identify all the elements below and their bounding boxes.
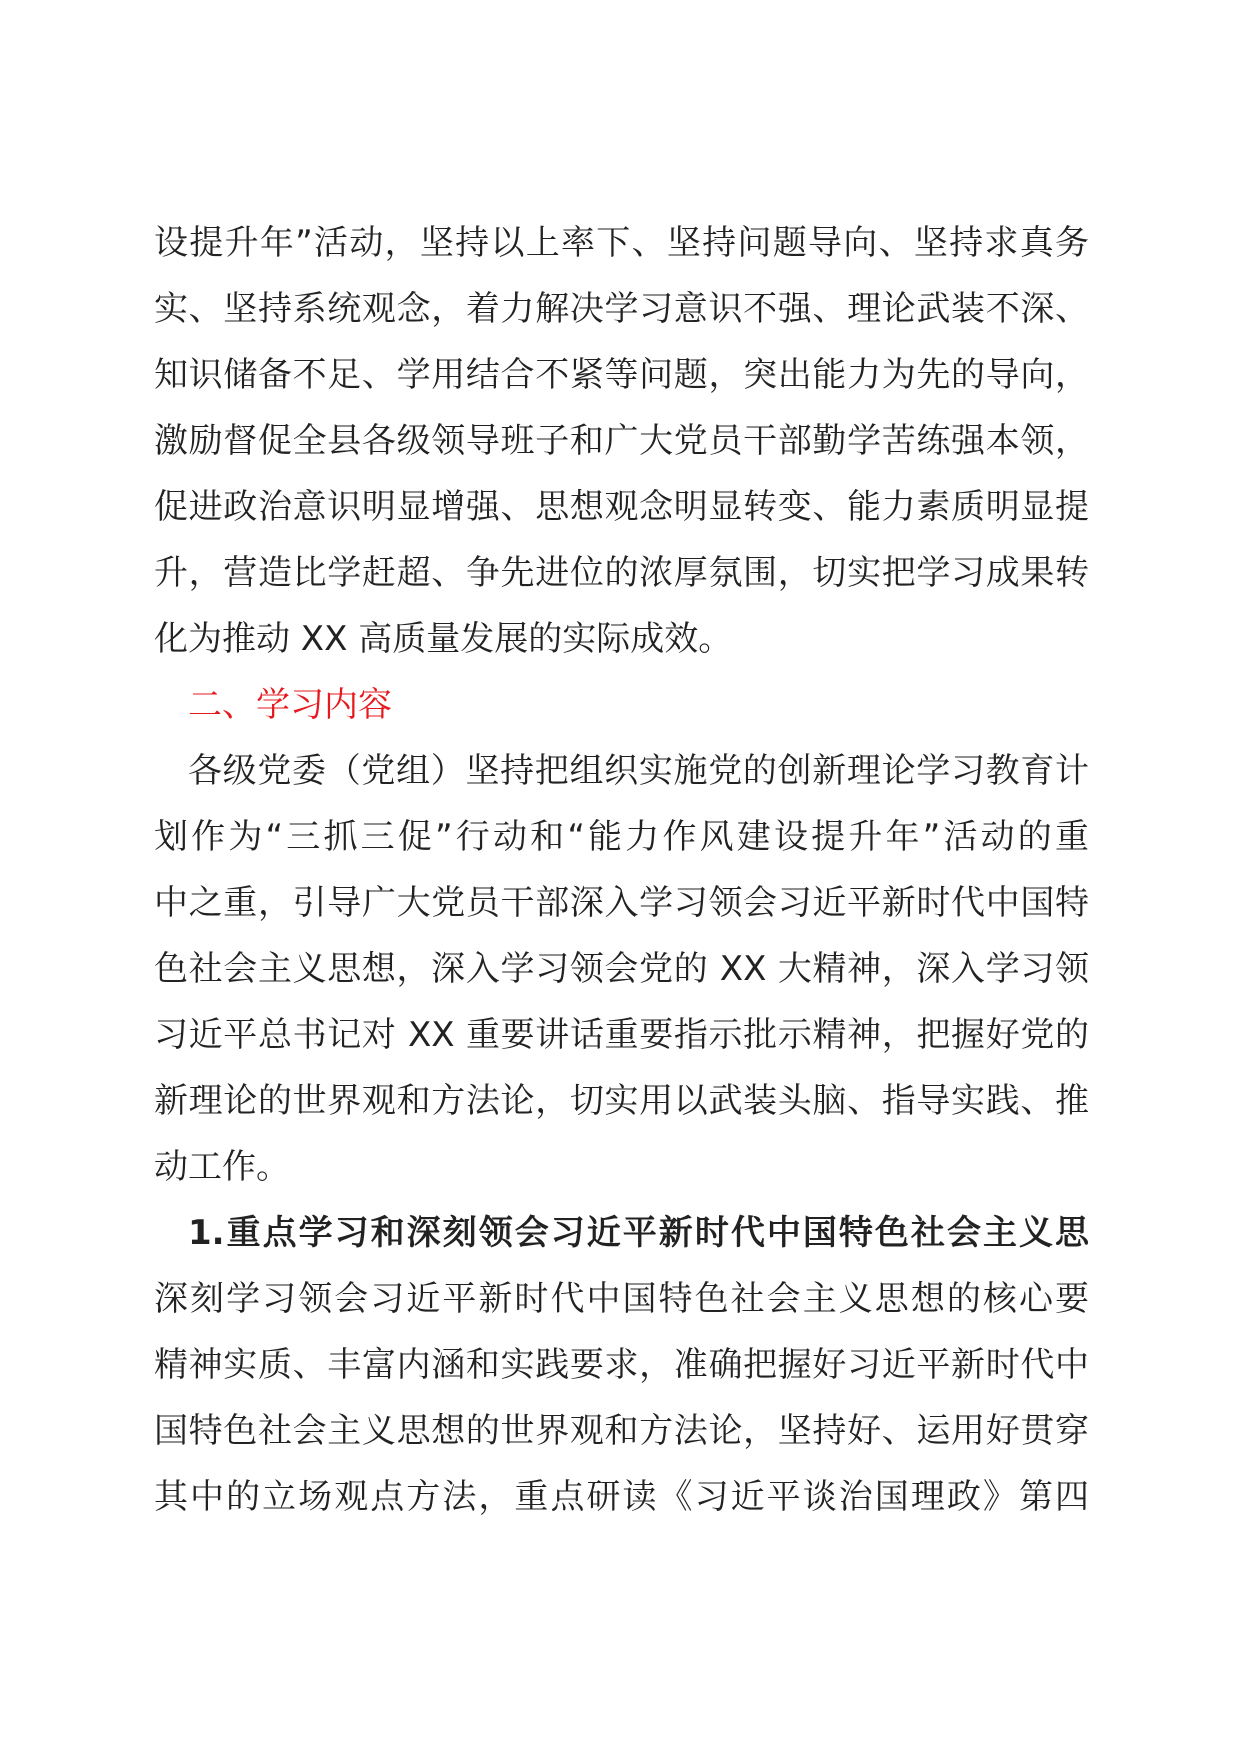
- text-line: 色社会主义思想，深入学习领会党的 XX 大精神，深入学习领: [154, 949, 1089, 989]
- text-line: 化为推动 XX 高质量发展的实际成效。: [154, 619, 733, 659]
- section-heading: 二、学习内容: [188, 685, 392, 725]
- text-line: 国特色社会主义思想的世界观和方法论，坚持好、运用好贯穿: [154, 1411, 1089, 1451]
- text-line: 知识储备不足、学用结合不紧等问题，突出能力为先的导向，: [154, 355, 1089, 395]
- paragraph-3: [154, 1266, 1089, 1530]
- text-line: 划作为“三抓三促”行动和“能力作风建设提升年”活动的重: [154, 817, 1089, 857]
- text-line: 动工作。: [154, 1147, 290, 1187]
- text-line: 新理论的世界观和方法论，切实用以武装头脑、指导实践、推: [154, 1081, 1089, 1121]
- text-line: 设提升年”活动，坚持以上率下、坚持问题导向、坚持求真务: [154, 223, 1089, 263]
- text-line: 其中的立场观点方法，重点研读《习近平谈治国理政》第四: [154, 1477, 1089, 1517]
- text-line: 精神实质、丰富内涵和实践要求，准确把握好习近平新时代中: [154, 1345, 1089, 1385]
- text-line: 升，营造比学赶超、争先进位的浓厚氛围，切实把学习成果转: [154, 553, 1089, 593]
- text-line: 习近平总书记对 XX 重要讲话重要指示批示精神，把握好党的: [154, 1015, 1089, 1055]
- document-body: [154, 210, 1089, 1530]
- text-line: 促进政治意识明显增强、思想观念明显转变、能力素质明显提: [154, 487, 1089, 527]
- text-line: 激励督促全县各级领导班子和广大党员干部勤学苦练强本领，: [154, 421, 1089, 461]
- text-line: 各级党委（党组）坚持把组织实施党的创新理论学习教育计: [188, 751, 1089, 791]
- paragraph-1: [154, 210, 1089, 672]
- text-line: 实、坚持系统观念，着力解决学习意识不强、理论武装不深、: [154, 289, 1089, 329]
- text-line: 中之重，引导广大党员干部深入学习领会习近平新时代中国特: [154, 883, 1089, 923]
- text-line: 深刻学习领会习近平新时代中国特色社会主义思想的核心要: [154, 1279, 1089, 1319]
- item-title: 1.重点学习和深刻领会习近平新时代中国特色社会主义思: [188, 1213, 1089, 1253]
- paragraph-2: [154, 738, 1089, 1200]
